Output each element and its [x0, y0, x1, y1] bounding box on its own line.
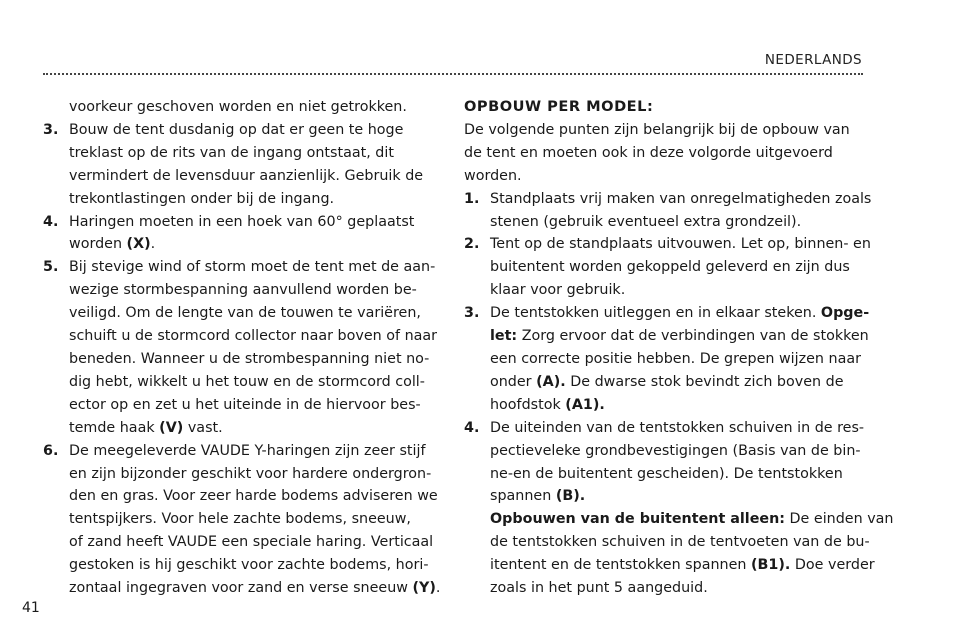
list-text: vermindert de levensduur aanzienlijk. Gebruik de [69, 167, 424, 184]
list-text: onder [490, 373, 537, 390]
list-text: . [435, 580, 441, 597]
list-text: ector op en zet u het uiteinde in de hiervoor bes- [69, 396, 421, 413]
list-text: treklast op de rits van de ingang ontstaat, dit [69, 144, 394, 161]
list-text: gestoken is hij geschikt voor zachte bodems, hori- [69, 557, 429, 574]
intro-text: De volgende punten zijn belangrijk bij de opbouw van [464, 121, 850, 138]
subheading: Opbouwen van de buitentent alleen: [490, 511, 785, 528]
list-item-5 [43, 256, 438, 439]
list-text: Bij stevige wind of storm moet de tent met de aan- [69, 259, 436, 276]
right-column [464, 96, 894, 600]
list-text: Tent op de standplaats uitvouwen. Let op, binnen- en [490, 236, 871, 253]
list-text: zoals in het punt 5 aangeduid. [490, 580, 708, 597]
list-item-3 [464, 302, 874, 417]
list-item-6 [43, 440, 441, 600]
intro-text: worden. [464, 167, 522, 184]
list-text: buitentent worden gekoppeld geleverd en zijn dus [490, 259, 850, 276]
list-text: hoofdstok [490, 396, 566, 413]
list-text: De uiteinden van de tentstokken schuiven in de res- [490, 419, 865, 436]
list-text: temde haak [69, 419, 160, 436]
list-number: 4. [464, 419, 480, 436]
list-text: klaar voor gebruik. [490, 282, 626, 299]
list-text: de tentstokken schuiven in de tentvoeten van de bu- [490, 534, 870, 551]
list-item-3 [43, 119, 438, 211]
intro-text: de tent en moeten ook in deze volgorde uitgevoerd [464, 144, 833, 161]
emphasis-text: Opge- [820, 305, 870, 322]
list-text: of zand heeft VAUDE een speciale haring. Verticaal [69, 534, 434, 551]
list-text: De dwarse stok bevindt zich boven de [565, 373, 844, 390]
list-text: De tentstokken uitleggen en in elkaar steken. [490, 305, 821, 322]
list-item-1 [464, 188, 874, 234]
list-text: De einden van [785, 511, 894, 528]
section-heading: OPBOUW PER MODEL: [464, 98, 654, 115]
list-text: Bouw de tent dusdanig op dat er geen te hoge [69, 121, 404, 138]
figure-reference: (B). [555, 488, 586, 505]
list-item-2 [464, 233, 874, 302]
list-text: De meegeleverde VAUDE Y-haringen zijn zeer stijf [69, 442, 426, 459]
list-number: 1. [464, 190, 480, 207]
figure-reference: (B1). [751, 557, 791, 574]
list-text: Zorg ervoor dat de verbindingen van de stokken [517, 328, 869, 345]
list-number: 2. [464, 236, 480, 253]
list-text: stenen (gebruik eventueel extra grondzeil). [490, 213, 802, 230]
list-number: 6. [43, 442, 59, 459]
list-text: Standplaats vrij maken van onregelmatigheden zoals [490, 190, 872, 207]
figure-reference: (A). [536, 373, 566, 390]
figure-reference: (A1). [565, 396, 605, 413]
list-text: zontaal ingegraven voor zand en verse sneeuw [69, 580, 413, 597]
list-text: veiligd. Om de lengte van de touwen te variëren, [69, 305, 421, 322]
list-item-4 [43, 211, 438, 257]
list-text: dig hebt, wikkelt u het touw en de stormcord coll- [69, 373, 425, 390]
list-text: pectieveleke grondbevestigingen (Basis van de bin- [490, 442, 861, 459]
list-text: een correcte positie hebben. De grepen wijzen naar [490, 350, 861, 367]
list-item-4 [464, 417, 894, 600]
page-number: 41 [22, 600, 40, 616]
list-text: worden [69, 236, 127, 253]
continuation-line: voorkeur geschoven worden en niet getrokken. [69, 99, 407, 115]
language-header: NEDERLANDS [764, 52, 862, 68]
list-text: Doe verder [790, 557, 875, 574]
left-column [43, 96, 441, 600]
list-text: trekontlastingen onder bij de ingang. [69, 190, 335, 207]
list-text: tentspijkers. Voor hele zachte bodems, sneeuw, [69, 511, 411, 528]
list-number: 4. [43, 213, 59, 230]
figure-reference: (Y) [412, 580, 436, 597]
list-text: ne-en de buitentent gescheiden). De tentstokken [490, 465, 843, 482]
list-text: spannen [490, 488, 556, 505]
list-text: vast. [183, 419, 223, 436]
list-text: . [150, 236, 156, 253]
list-number: 3. [464, 305, 480, 322]
list-text: itentent en de tentstokken spannen [490, 557, 751, 574]
list-text: en zijn bijzonder geschikt voor hardere ondergron- [69, 465, 432, 482]
list-text: wezige stormbespanning aanvullend worden be- [69, 282, 417, 299]
list-number: 3. [43, 121, 59, 138]
dotted-divider [43, 73, 863, 75]
list-text: beneden. Wanneer u de strombespanning niet no- [69, 350, 430, 367]
emphasis-text: let: [490, 328, 518, 345]
figure-reference: (X) [126, 236, 151, 253]
list-text: den en gras. Voor zeer harde bodems adviseren we [69, 488, 438, 505]
list-number: 5. [43, 259, 59, 276]
figure-reference: (V) [159, 419, 184, 436]
list-text: Haringen moeten in een hoek van 60° geplaatst [69, 213, 415, 230]
list-text: schuift u de stormcord collector naar boven of naar [69, 328, 438, 345]
